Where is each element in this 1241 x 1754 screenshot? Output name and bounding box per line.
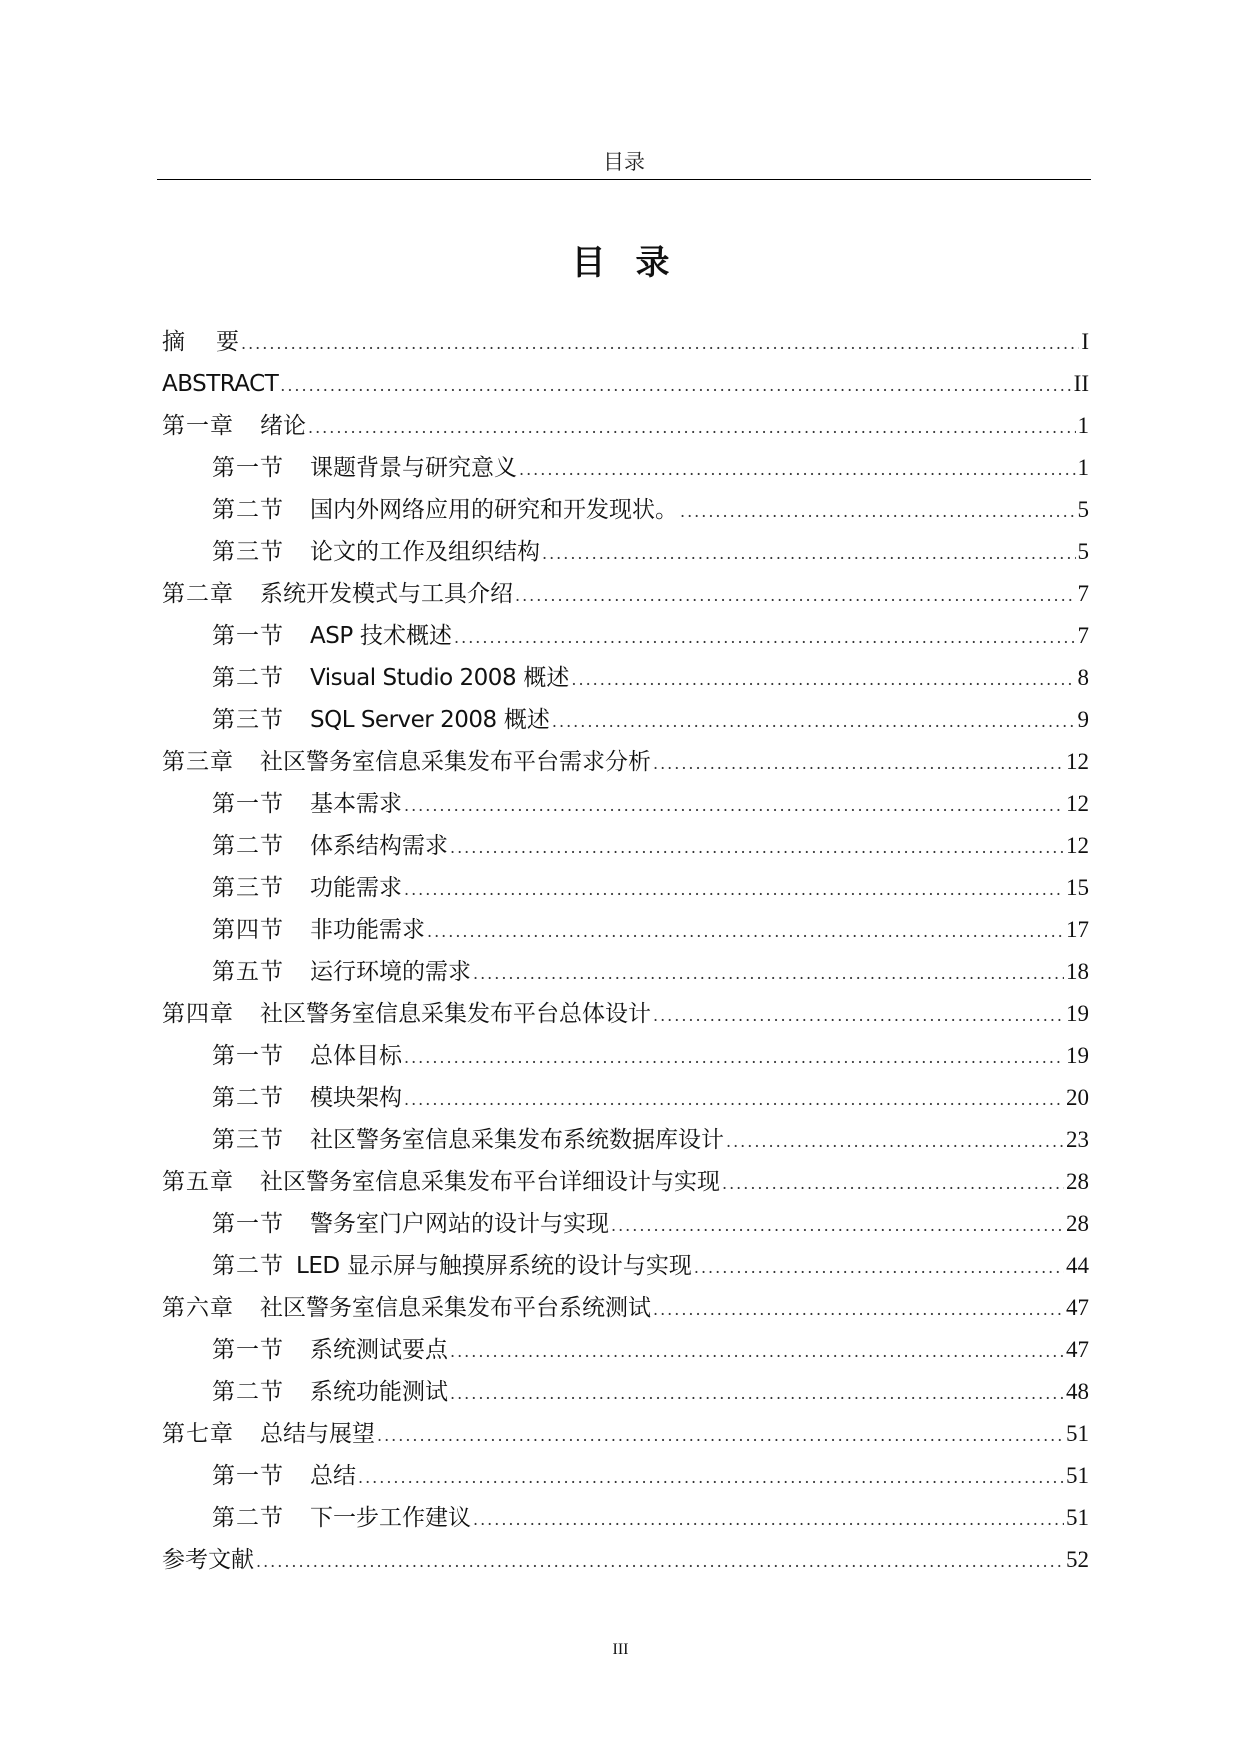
toc-page-number: 28 [1066, 1211, 1089, 1236]
toc-page-number: 44 [1066, 1253, 1089, 1278]
toc-entry-title: 非功能需求 [310, 917, 425, 943]
toc-page-number: I [1081, 329, 1089, 354]
toc-page-number: 28 [1066, 1169, 1089, 1194]
toc-chapter-entry[interactable] [162, 1413, 1089, 1455]
toc-section-entry[interactable] [162, 825, 1089, 867]
toc-entry-title: 社区警务室信息采集发布系统数据库设计 [310, 1127, 724, 1153]
toc-entry-number: 第二节 [212, 497, 284, 523]
toc-entry-title-latin: ASP [310, 623, 353, 649]
toc-entry-label [212, 1119, 724, 1161]
toc-entry-label [212, 1245, 692, 1287]
toc-entry-number: 第一节 [212, 1211, 284, 1237]
toc-page-number: 12 [1066, 791, 1089, 816]
toc-page-number: 5 [1077, 539, 1089, 564]
toc-section-entry[interactable] [162, 615, 1089, 657]
toc-chapter-entry[interactable] [162, 1287, 1089, 1329]
toc-entry-title: 基本需求 [310, 791, 402, 817]
toc-entry-number: 第三节 [212, 707, 284, 733]
toc-entry-number: 第二节 [212, 1379, 284, 1405]
toc-entry-label [162, 363, 278, 405]
toc-section-entry[interactable] [162, 489, 1089, 531]
toc-entry-label [212, 615, 452, 657]
toc-entry-label [162, 573, 513, 615]
toc-entry-title: 绪论 [260, 413, 306, 439]
toc-chapter-entry[interactable] [162, 741, 1089, 783]
toc-entry-number: 第一节 [212, 1463, 284, 1489]
toc-entry-number: 第二章 [162, 581, 234, 607]
dot-leader [377, 1415, 1064, 1457]
toc-entry-number: 第三节 [212, 539, 284, 565]
toc-entry-number: 第二节 [212, 833, 284, 859]
toc-page-number: 47 [1066, 1337, 1089, 1362]
toc-page-number: 20 [1066, 1085, 1089, 1110]
page-number: III [612, 1641, 629, 1658]
toc-page-number: 8 [1077, 665, 1089, 690]
toc-entry-number: 第一节 [212, 1337, 284, 1363]
toc-entry-title: 体系结构需求 [310, 833, 448, 859]
toc-entry-number: 第二节 [212, 665, 284, 691]
toc-entry-label [212, 447, 517, 489]
toc-chapter-entry[interactable] [162, 321, 1089, 363]
toc-entry-title: 社区警务室信息采集发布平台需求分析 [260, 749, 651, 775]
toc-page-number: 15 [1066, 875, 1089, 900]
dot-leader [722, 1163, 1064, 1205]
toc-page-number: 48 [1066, 1379, 1089, 1404]
toc-entry-label [212, 867, 402, 909]
toc-section-entry[interactable] [162, 909, 1089, 951]
toc-entry-label [212, 783, 402, 825]
toc-entry-label [162, 405, 306, 447]
toc-entry-number: 第四章 [162, 1001, 234, 1027]
toc-entry-label [212, 909, 425, 951]
dot-leader [450, 1331, 1064, 1373]
toc-page-number: 47 [1066, 1295, 1089, 1320]
toc-section-entry[interactable] [162, 951, 1089, 993]
toc-page-number: 7 [1077, 623, 1089, 648]
toc-page-number: II [1073, 371, 1089, 396]
toc-entry-number: 第二节 [212, 1253, 284, 1279]
toc-page-number: 18 [1066, 959, 1089, 984]
toc-entry-label [212, 1497, 471, 1539]
toc-entry-title: 概述 [496, 707, 550, 733]
dot-leader [404, 1037, 1064, 1079]
toc-page-number: 12 [1066, 749, 1089, 774]
toc-entry-title: 警务室门户网站的设计与实现 [310, 1211, 609, 1237]
dot-leader [515, 575, 1076, 617]
toc-chapter-entry[interactable] [162, 363, 1089, 405]
toc-entry-title: 运行环境的需求 [310, 959, 471, 985]
toc-chapter-entry[interactable] [162, 405, 1089, 447]
toc-entry-number: 第一节 [212, 1043, 284, 1069]
toc-section-entry[interactable] [162, 531, 1089, 573]
toc-entry-label [212, 489, 678, 531]
toc-entry-number: 第七章 [162, 1421, 234, 1447]
toc-entry-title: 社区警务室信息采集发布平台总体设计 [260, 1001, 651, 1027]
toc-entry-title: 显示屏与触摸屏系统的设计与实现 [339, 1253, 692, 1279]
toc-section-entry[interactable] [162, 447, 1089, 489]
toc-entry-title: 系统测试要点 [310, 1337, 448, 1363]
toc-page-number: 1 [1077, 413, 1089, 438]
toc-entry-title: 社区警务室信息采集发布平台系统测试 [260, 1295, 651, 1321]
toc-entry-title: 模块架构 [310, 1085, 402, 1111]
toc-entry-title: 要 [216, 329, 239, 355]
toc-entry-label [212, 1329, 448, 1371]
toc-entry-label [162, 1413, 375, 1455]
toc-entry-title: 社区警务室信息采集发布平台详细设计与实现 [260, 1169, 720, 1195]
toc-page-number: 7 [1077, 581, 1089, 606]
toc-page-number: 17 [1066, 917, 1089, 942]
toc-entry-label [162, 993, 651, 1035]
toc-section-entry[interactable] [162, 783, 1089, 825]
toc-section-entry[interactable] [162, 1329, 1089, 1371]
header-rule [157, 179, 1091, 180]
toc-page-number: 9 [1077, 707, 1089, 732]
toc-entry-number: 第五章 [162, 1169, 234, 1195]
toc-entry-number: 第二节 [212, 1085, 284, 1111]
toc-entry-title: 论文的工作及组织结构 [310, 539, 540, 565]
toc-section-entry[interactable] [162, 657, 1089, 699]
dot-leader [256, 1541, 1064, 1583]
toc-entry-title: 功能需求 [310, 875, 402, 901]
toc-entry-number: 第二节 [212, 1505, 284, 1531]
toc-section-entry[interactable] [162, 1077, 1089, 1119]
toc-entry-label [212, 1035, 402, 1077]
toc-entry-title: ABSTRACT [162, 371, 279, 397]
toc-entry-label [162, 321, 239, 363]
toc-entry-number: 第三节 [212, 875, 284, 901]
toc-entry-title: 课题背景与研究意义 [310, 455, 517, 481]
toc-entry-title: 系统开发模式与工具介绍 [260, 581, 513, 607]
dot-leader [280, 365, 1071, 407]
dot-leader [450, 827, 1064, 869]
dot-leader [571, 659, 1075, 701]
toc-entry-label [212, 1077, 402, 1119]
dot-leader [308, 407, 1076, 449]
dot-leader [653, 1289, 1064, 1331]
toc-entry-label [162, 741, 651, 783]
dot-leader [653, 995, 1064, 1037]
dot-leader [726, 1121, 1064, 1163]
toc-entry-number: 第五节 [212, 959, 284, 985]
toc-entry-title-latin: LED [296, 1253, 340, 1279]
toc-entry-title-latin: Visual Studio 2008 [310, 665, 517, 691]
toc-entry-title: 总结 [310, 1463, 356, 1489]
toc-section-entry[interactable] [162, 1119, 1089, 1161]
toc-entry-title: 技术概述 [352, 623, 453, 649]
dot-leader [454, 617, 1075, 659]
toc-page-number: 23 [1066, 1127, 1089, 1152]
dot-leader [473, 953, 1064, 995]
toc-entry-label [212, 825, 448, 867]
running-header: 目录 [603, 150, 645, 174]
dot-leader [358, 1457, 1064, 1499]
dot-leader [450, 1373, 1064, 1415]
dot-leader [519, 449, 1076, 491]
dot-leader [404, 785, 1064, 827]
toc-section-entry[interactable] [162, 1455, 1089, 1497]
toc-section-entry[interactable] [162, 1497, 1089, 1539]
dot-leader [404, 869, 1064, 911]
dot-leader [427, 911, 1064, 953]
toc-entry-number: 第三章 [162, 749, 234, 775]
toc-entry-number: 第一节 [212, 623, 284, 649]
toc-page-number: 51 [1066, 1505, 1089, 1530]
dot-leader [404, 1079, 1064, 1121]
toc-chapter-entry[interactable] [162, 573, 1089, 615]
page-title: 目录 [571, 243, 700, 283]
toc-page-number: 1 [1077, 455, 1089, 480]
toc-entry-title: 国内外网络应用的研究和开发现状。 [310, 497, 678, 523]
toc-entry-title: 系统功能测试 [310, 1379, 448, 1405]
toc-entry-label [212, 951, 471, 993]
toc-entry-label [212, 1455, 356, 1497]
toc-chapter-entry[interactable] [162, 1539, 1089, 1581]
toc-page-number: 5 [1077, 497, 1089, 522]
dot-leader [542, 533, 1076, 575]
toc-chapter-entry[interactable] [162, 1161, 1089, 1203]
dot-leader [473, 1499, 1064, 1541]
toc-entry-title: 总结与展望 [260, 1421, 375, 1447]
toc-entry-label [212, 1203, 609, 1245]
toc-entry-title: 下一步工作建议 [310, 1505, 471, 1531]
toc-section-entry[interactable] [162, 1371, 1089, 1413]
toc-entry-title: 参考文献 [162, 1547, 254, 1573]
toc-section-entry[interactable] [162, 1245, 1089, 1287]
toc-entry-label [162, 1287, 651, 1329]
toc-entry-number: 第六章 [162, 1295, 234, 1321]
toc-page-number: 52 [1066, 1547, 1089, 1572]
toc-entry-label [212, 1371, 448, 1413]
dot-leader [680, 491, 1076, 533]
toc-entry-label [162, 1539, 254, 1581]
toc-entry-number: 第一节 [212, 455, 284, 481]
toc-entry-number: 第一章 [162, 413, 234, 439]
toc-entry-number: 第三节 [212, 1127, 284, 1153]
toc-entry-number: 摘 [162, 329, 186, 355]
toc-page-number: 19 [1066, 1043, 1089, 1068]
toc-section-entry[interactable] [162, 867, 1089, 909]
dot-leader [552, 701, 1076, 743]
toc-entry-label [162, 1161, 720, 1203]
toc-page-number: 19 [1066, 1001, 1089, 1026]
toc-section-entry[interactable] [162, 1203, 1089, 1245]
table-of-contents [162, 321, 1089, 1581]
toc-entry-title-latin: SQL Server 2008 [310, 707, 497, 733]
dot-leader [611, 1205, 1064, 1247]
toc-entry-number: 第四节 [212, 917, 284, 943]
toc-entry-number: 第一节 [212, 791, 284, 817]
toc-section-entry[interactable] [162, 1035, 1089, 1077]
toc-entry-label [212, 657, 569, 699]
toc-entry-title: 总体目标 [310, 1043, 402, 1069]
toc-entry-label [212, 699, 550, 741]
toc-section-entry[interactable] [162, 699, 1089, 741]
toc-page-number: 12 [1066, 833, 1089, 858]
toc-chapter-entry[interactable] [162, 993, 1089, 1035]
toc-page-number: 51 [1066, 1463, 1089, 1488]
dot-leader [653, 743, 1064, 785]
toc-entry-label [212, 531, 540, 573]
dot-leader [694, 1247, 1064, 1289]
toc-entry-title: 概述 [516, 665, 570, 691]
toc-page-number: 51 [1066, 1421, 1089, 1446]
dot-leader [241, 323, 1079, 365]
